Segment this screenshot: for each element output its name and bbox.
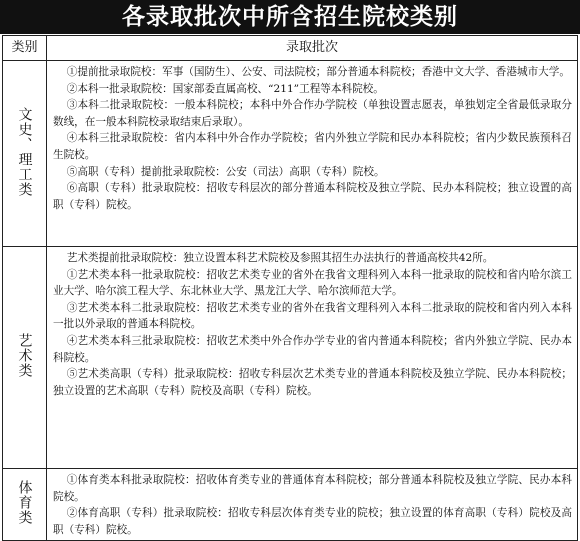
category-label: 体育类 [16, 480, 33, 526]
batch-entry: 艺术类提前批录取院校：独立设置本科艺术院校及参照其招生办法执行的普通高校共42所。 [66, 252, 494, 264]
batch-header: 录取批次 [47, 36, 578, 61]
batch-entry: ①艺术类本科一批录取院校：招收艺术类专业的省外在我省文理科列入本科一批录取的院校和省内哈尔滨工业大学、哈尔滨工程大学、东北林业大学、黑龙江大学、哈尔滨师范大学。 [53, 268, 572, 298]
batch-entry: ②体育高职（专科）批录取院校：招收专科层次体育类专业的院校；独立设置的体育高职（专科）院校及高职（专科）院校。 [53, 507, 572, 536]
category-cell [3, 469, 47, 541]
category-label: 艺术类 [16, 333, 33, 378]
category-cell [3, 247, 47, 469]
section-row-arts-science [3, 61, 578, 247]
table-header-row [3, 36, 578, 61]
batch-entry: ③本科二批录取院校：一般本科院校；本科中外合作办学院校（单独设置志愿表，单独划定全省最低录取分数线，在一般本科院校录取结束后录取）。 [53, 99, 572, 128]
batch-entry: ⑤高职（专科）提前批录取院校：公安（司法）高职（专科）院校。 [66, 165, 385, 178]
admission-table [2, 35, 578, 541]
section-row-art [3, 247, 578, 469]
batch-entry: ①体育类本科批录取院校：招收体育类专业的普通体育本科院校；部分普通本科院校及独立学院、民办本科院校。 [53, 474, 572, 503]
batch-entry: ④本科三批录取院校：省内本科中外合作办学院校；省内外独立学院和民办本科院校；省内少数民族预科召生院校。 [53, 132, 572, 161]
page-title: 各录取批次中所含招生院校类别 [0, 0, 580, 34]
batch-cell [47, 61, 578, 247]
section-row-sports [3, 469, 578, 541]
batch-cell [47, 469, 578, 541]
batch-entry: ④艺术类本科三批录取院校：招收艺术类中外合作办学专业的省内普通本科院校；省内外独立学院、民办本科院校。 [53, 334, 572, 364]
batch-entry: ⑥高职（专科）批录取院校：招收专科层次的部分普通本科院校及独立学院、民办本科院校；独立设置的高职（专科）院校。 [53, 182, 572, 211]
batch-entry: ③艺术类本科二批录取院校：招收艺术类专业的省外在我省文理科列入本科二批录取的院校和省内列入本科一批以外录取的普通本科院校。 [53, 301, 572, 331]
batch-entry: ①提前批录取院校：军事（国防生）、公安、司法院校；部分普通本科院校；香港中文大学、香港城市大学。 [66, 66, 570, 78]
category-label: 文史、理工类 [16, 106, 33, 197]
batch-entry: ②本科一批录取院校：国家部委直属高校、“211”工程等本科院校。 [66, 82, 384, 95]
category-cell [3, 61, 47, 247]
batch-entry: ⑤艺术类高职（专科）批录取院校：招收专科层次艺术类专业的普通本科院校及独立学院、民办本科院校；独立设置的艺术高职（专科）院校及高职（专科）院校。 [53, 368, 572, 397]
category-header: 类别 [3, 36, 47, 61]
batch-cell [47, 247, 578, 469]
